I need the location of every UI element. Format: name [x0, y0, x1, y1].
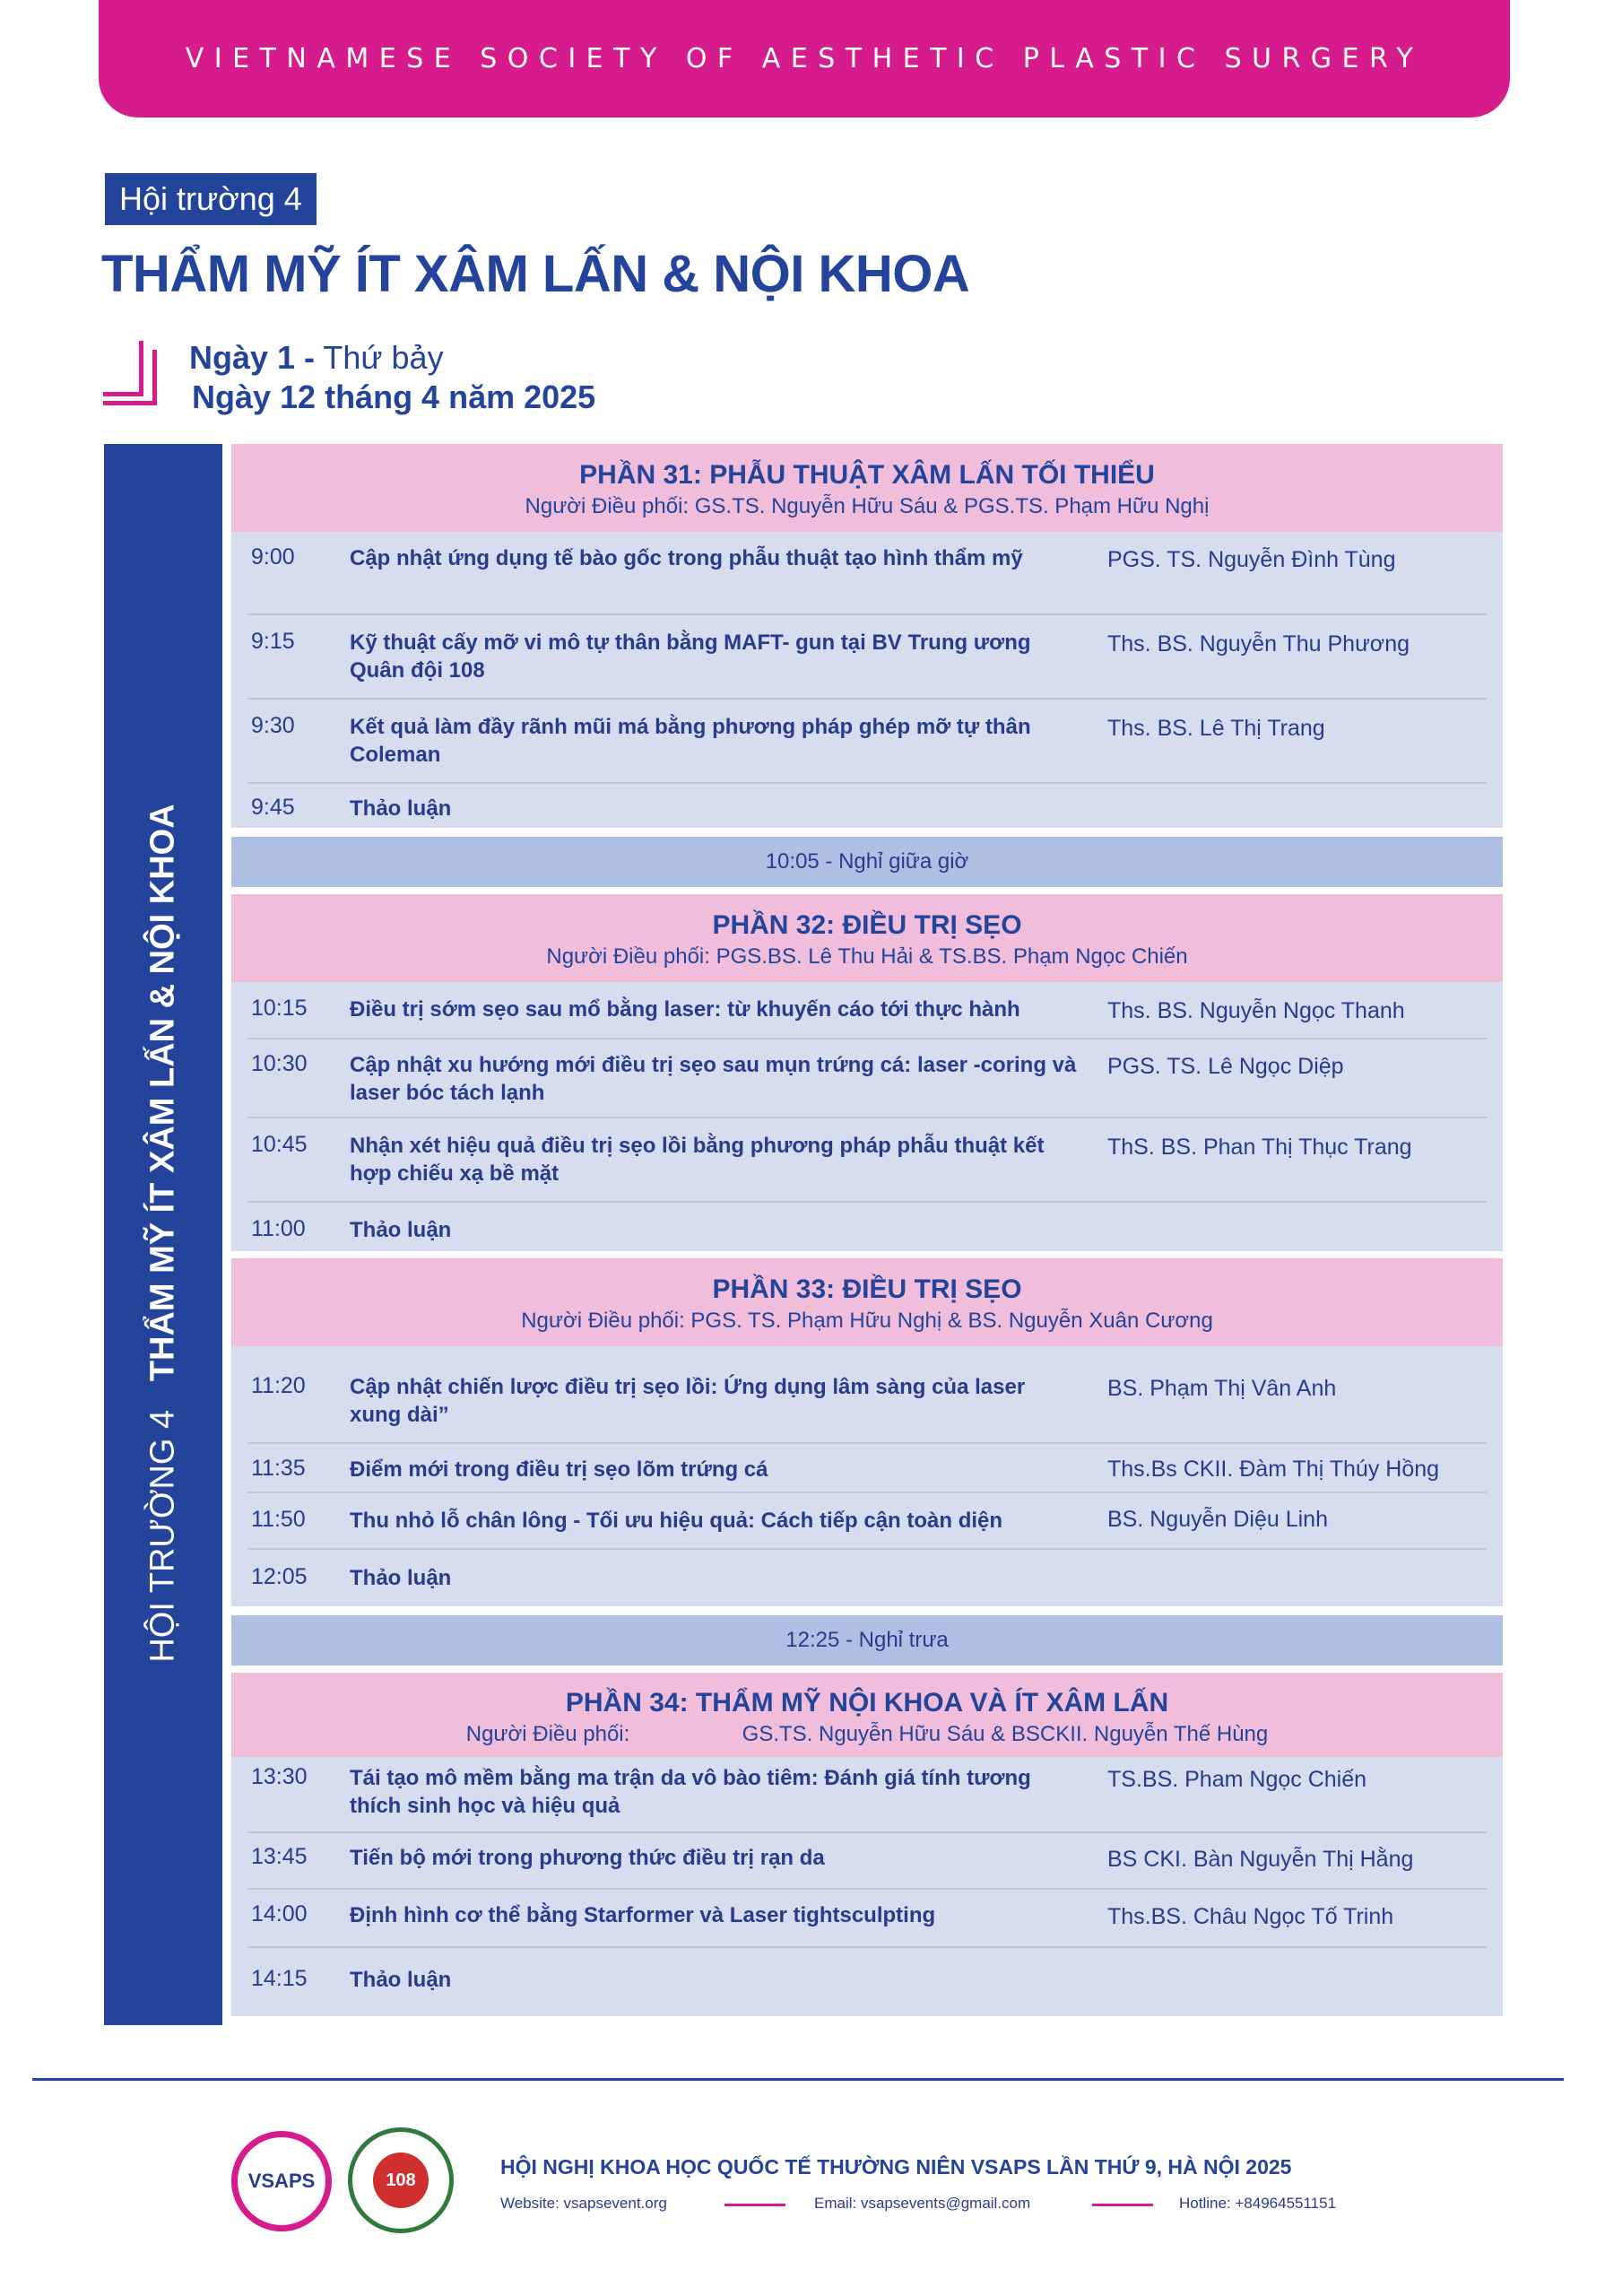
session-speaker: Ths. BS. Nguyễn Ngọc Thanh	[1107, 998, 1405, 1023]
session-topic: Điểm mới trong điều trị sẹo lõm trứng cá	[350, 1457, 768, 1482]
hospital-logo-text: 108	[373, 2152, 429, 2208]
section-coordinator: Người Điều phối: PGS. TS. Phạm Hữu Nghị & BS. Nguyễn Xuân Cương	[521, 1309, 1213, 1333]
sidebar-title	[144, 804, 183, 1662]
session-speaker	[1107, 1216, 1487, 1251]
section-body	[231, 982, 1503, 1251]
section-header	[231, 1673, 1503, 1757]
day-number: Ngày 1 -	[189, 339, 316, 376]
session-time: 11:50	[251, 1507, 306, 1532]
session-time: 9:30	[251, 713, 295, 738]
session-speaker: ThS. BS. Phan Thị Thục Trang	[1107, 1135, 1412, 1160]
session-speaker	[1107, 795, 1487, 828]
table-row	[247, 1833, 1487, 1890]
hotline-link[interactable]: Hotline: +84964551151	[1179, 2195, 1337, 2212]
section-body	[231, 532, 1503, 828]
session-time: 11:35	[251, 1456, 306, 1481]
section-coordinator: Người Điều phối: GS.TS. Nguyễn Hữu Sáu & PGS.TS. Phạm Hữu Nghị	[525, 494, 1210, 518]
day-label	[189, 339, 444, 377]
table-row	[247, 784, 1487, 828]
session-speaker: Ths. BS. Lê Thị Trang	[1107, 716, 1325, 741]
section-coordinator	[231, 1722, 1503, 1747]
table-row	[247, 982, 1487, 1039]
hall-badge: Hội trường 4	[105, 173, 317, 225]
session-time: 10:15	[251, 996, 308, 1021]
table-row	[247, 532, 1487, 615]
section-header	[231, 1258, 1503, 1346]
society-name: VIETNAMESE SOCIETY OF AESTHETIC PLASTIC SURGERY	[185, 43, 1424, 74]
sidebar-hall: HỘI TRƯỜNG 4	[143, 1409, 182, 1663]
session-speaker: Ths. BS. Nguyễn Thu Phương	[1107, 631, 1410, 657]
section-title: PHẦN 33: ĐIỀU TRỊ SẸO	[712, 1274, 1022, 1304]
section-header	[231, 444, 1503, 532]
session-topic: Thảo luận	[350, 1218, 452, 1242]
coordinator-label: Người Điều phối:	[465, 1722, 630, 1746]
footer-divider	[32, 2078, 1564, 2081]
day-date: Ngày 12 tháng 4 năm 2025	[192, 378, 596, 415]
session-time: 14:00	[251, 1901, 308, 1926]
session-topic: Thu nhỏ lỗ chân lông - Tối ưu hiệu quả: Cách tiếp cận toàn diện	[350, 1509, 1003, 1533]
email-link[interactable]: Email: vsapsevents@gmail.com	[814, 2195, 1031, 2212]
session-topic: Thảo luận	[350, 1968, 452, 1992]
footer-separator	[724, 2204, 785, 2206]
table-row	[247, 1493, 1487, 1550]
session-speaker: BS. Phạm Thị Vân Anh	[1107, 1376, 1337, 1401]
coordinator-names: GS.TS. Nguyễn Hữu Sáu & BSCKII. Nguyễn Thế Hùng	[742, 1722, 1269, 1746]
break-banner: 10:05 - Nghỉ giữa giờ	[231, 837, 1503, 887]
section-title: PHẦN 31: PHẪU THUẬT XÂM LẤN TỐI THIỂU	[579, 460, 1155, 490]
section-body	[231, 1757, 1503, 2016]
session-time: 11:00	[251, 1216, 306, 1241]
section-title: PHẦN 34: THẨM MỸ NỘI KHOA VÀ ÍT XÂM LẤN	[565, 1688, 1169, 1718]
session-speaker	[1107, 1564, 1487, 1606]
session-time: 10:30	[251, 1051, 308, 1076]
page-title: THẨM MỸ ÍT XÂM LẤN & NỘI KHOA	[101, 245, 970, 303]
session-speaker: BS CKI. Bàn Nguyễn Thị Hằng	[1107, 1847, 1414, 1872]
vsaps-logo-text: VSAPS	[247, 2170, 316, 2192]
session-topic: Tái tạo mô mềm bằng ma trận da vô bào tiêm: Đánh giá tính tương thích sinh học và hiệu quả	[350, 1766, 1031, 1818]
session-speaker: PGS. TS. Nguyễn Đình Tùng	[1107, 547, 1396, 572]
session-time: 11:20	[251, 1373, 306, 1398]
table-row	[247, 1757, 1487, 1833]
break-banner: 12:25 - Nghỉ trưa	[231, 1615, 1503, 1665]
session-speaker	[1107, 1966, 1487, 2016]
conference-title: HỘI NGHỊ KHOA HỌC QUỐC TẾ THƯỜNG NIÊN VSAPS LẦN THỨ 9, HÀ NỘI 2025	[500, 2155, 1292, 2179]
hospital-108-logo	[348, 2127, 454, 2233]
session-speaker: Ths.Bs CKII. Đàm Thị Thúy Hồng	[1107, 1457, 1440, 1482]
session-time: 9:45	[251, 795, 295, 820]
session-time: 13:30	[251, 1764, 308, 1789]
sidebar-topic: THẨM MỸ ÍT XÂM LẤN & NỘI KHOA	[143, 804, 182, 1382]
session-topic: Nhận xét hiệu quả điều trị sẹo lồi bằng phương pháp phẫu thuật kết hợp chiếu xạ bề mặt	[350, 1134, 1045, 1186]
session-topic: Cập nhật xu hướng mới điều trị sẹo sau mụn trứng cá: laser -coring và laser bóc tách lạnh	[350, 1053, 1077, 1105]
table-row	[247, 1346, 1487, 1444]
section-header	[231, 894, 1503, 982]
session-speaker: BS. Nguyễn Diệu Linh	[1107, 1507, 1328, 1532]
session-time: 9:00	[251, 544, 295, 570]
table-row	[247, 1039, 1487, 1118]
table-row	[247, 1890, 1487, 1948]
corner-bracket-icon	[103, 341, 159, 405]
table-row	[247, 615, 1487, 700]
website-link[interactable]: Website: vsapsevent.org	[500, 2195, 667, 2212]
footer-separator	[1092, 2204, 1153, 2206]
session-time: 12:05	[251, 1564, 308, 1589]
vsaps-logo	[231, 2131, 332, 2231]
table-row	[247, 1118, 1487, 1203]
table-row	[247, 1203, 1487, 1251]
session-speaker: Ths.BS. Châu Ngọc Tố Trinh	[1107, 1904, 1394, 1929]
session-topic: Định hình cơ thể bằng Starformer và Laser tightsculpting	[350, 1903, 936, 1927]
session-topic: Cập nhật chiến lược điều trị sẹo lồi: Ứng dụng lâm sàng của laser xung dài”	[350, 1375, 1026, 1427]
session-speaker: TS.BS. Pham Ngọc Chiến	[1107, 1767, 1367, 1792]
table-row	[247, 700, 1487, 784]
session-topic: Cập nhật ứng dụng tế bào gốc trong phẫu thuật tạo hình thẩm mỹ	[350, 546, 1023, 570]
session-topic: Kỹ thuật cấy mỡ vi mô tự thân bằng MAFT- gun tại BV Trung ương Quân đội 108	[350, 631, 1031, 683]
day-weekday: Thứ bảy	[323, 339, 444, 376]
session-time: 14:15	[251, 1966, 308, 1991]
session-time: 10:45	[251, 1132, 308, 1157]
session-topic: Kết quả làm đầy rãnh mũi má bằng phương pháp ghép mỡ tự thân Coleman	[350, 715, 1031, 767]
session-topic: Điều trị sớm sẹo sau mổ bằng laser: từ khuyến cáo tới thực hành	[350, 997, 1020, 1022]
session-time: 9:15	[251, 629, 295, 654]
session-topic: Thảo luận	[350, 796, 452, 821]
section-body	[231, 1346, 1503, 1606]
session-topic: Thảo luận	[350, 1566, 452, 1590]
society-banner	[99, 0, 1510, 117]
section-coordinator: Người Điều phối: PGS.BS. Lê Thu Hải & TS.BS. Phạm Ngọc Chiến	[546, 944, 1188, 969]
table-row	[247, 1550, 1487, 1606]
schedule	[231, 444, 1503, 2016]
table-row	[247, 1444, 1487, 1493]
table-row	[247, 1948, 1487, 2016]
session-topic: Tiến bộ mới trong phương thức điều trị rạn da	[350, 1846, 825, 1870]
session-time: 13:45	[251, 1844, 308, 1869]
section-title: PHẦN 32: ĐIỀU TRỊ SẸO	[712, 910, 1022, 940]
session-speaker: PGS. TS. Lê Ngọc Diệp	[1107, 1054, 1344, 1079]
